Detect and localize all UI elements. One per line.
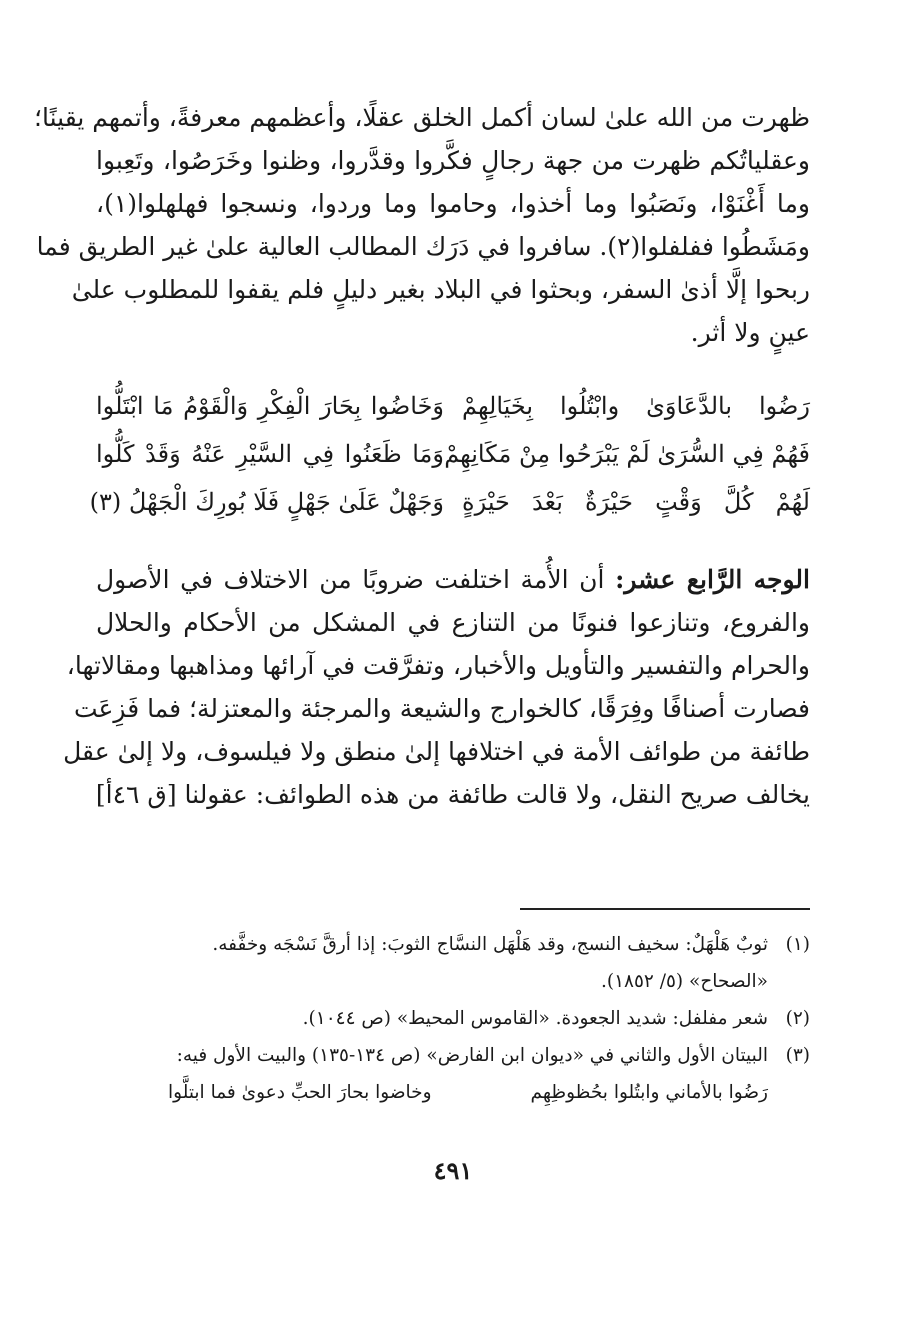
paragraph-1	[34, 96, 810, 354]
footnotes	[96, 926, 810, 1111]
footnote-3	[96, 1037, 810, 1074]
paragraph-2-line: والحرام والتفسير والتأويل والأخبار، وتفرَّقت في آرائها ومذاهبها ومقالاتها،	[66, 651, 810, 680]
poem-hemistich-first: رَضُوا بالدَّعَاوَىٰ وابْتُلُوا بِخَيَالِهِمْ	[462, 392, 810, 420]
footnote-2	[96, 1000, 810, 1037]
paragraph-2-first-line	[96, 558, 810, 601]
paragraph-1-line: وعقلياتُكم ظهرت من جهة رجالٍ فكَّروا وقدَّروا، وظنوا وخَرَصُوا، وتَعِبوا	[96, 146, 810, 175]
footnote-verse-first: رَضُوا بالأماني وابتُلوا بحُظوظِهِم	[530, 1082, 768, 1103]
footnote-text: البيتان الأول والثاني في «ديوان ابن الفارض» (ص ١٣٤-١٣٥) والبيت الأول فيه:	[176, 1045, 768, 1066]
paragraph-2-first-line-text: أن الأُمة اختلفت ضروبًا من الاختلاف في الأصول	[96, 565, 616, 594]
section-heading: الوجه الرَّابع عشر:	[615, 565, 810, 594]
poem-hemistich-first: لَهُمْ كُلَّ وَقْتٍ حَيْرَةٌ بَعْدَ حَيْرَةٍ	[462, 488, 810, 516]
paragraph-2-line: يخالف صريح النقل، ولا قالت طائفة من هذه الطوائف: عقولنا [ق ٤٦أ]	[95, 780, 810, 809]
poem-hemistich-first: فَهُمْ فِي السُّرَىٰ لَمْ يَبْرَحُوا مِنْ مَكَانِهِمْ	[444, 440, 810, 468]
paragraph-1-line: وما أَغْنَوْا، ونَصَبُوا وما أخذوا، وحاموا وما وردوا، ونسجوا فهلهلوا(١)،	[96, 189, 810, 218]
poem-hemistich-second: وَخَاضُوا بِحَارَ الْفِكْرِ وَالْقَوْمُ مَا ابْتَلُّوا	[96, 392, 444, 420]
paragraph-1-line: عينٍ ولا أثر.	[690, 318, 810, 347]
footnote-number: (٢)	[785, 1008, 810, 1029]
poem-hemistich-second: وَمَا ظَعَنُوا فِي السَّيْرِ عَنْهُ وَقَدْ كَلُّوا	[96, 440, 444, 468]
footnote-1	[96, 926, 810, 1000]
footnote-number: (٣)	[785, 1045, 810, 1066]
footnote-verse	[168, 1074, 768, 1111]
paragraph-2-line: والفروع، وتنازعوا فنونًا من التنازع في المشكل من الأحكام والحلال	[96, 608, 810, 637]
footnote-separator	[520, 908, 810, 910]
poem-verse	[96, 430, 810, 478]
paragraph-1-line: ظهرت من الله علىٰ لسان أكمل الخلق عقلًا، وأعظمهم معرفةً، وأتمهم يقينًا؛	[34, 103, 810, 132]
poem-verse	[96, 382, 810, 430]
book-page	[34, 96, 810, 1216]
paragraph-1-line: ومَشَطُوا ففلفلوا(٢). سافروا في دَرَك المطالب العالية علىٰ غير الطريق فما	[36, 232, 810, 261]
footnote-number: (١)	[785, 934, 810, 955]
poem-verse	[89, 478, 810, 526]
footnote-text	[96, 926, 768, 1000]
poem-block	[89, 382, 810, 526]
footnote-text: شعر مفلفل: شديد الجعودة. «القاموس المحيط» (ص ١٠٤٤).	[302, 1008, 768, 1029]
footnote-text-continuation: «الصحاح» (٥/ ١٨٥٢).	[601, 971, 768, 992]
paragraph-1-line: ربحوا إلَّا أذىٰ السفر، وبحثوا في البلاد بغير دليلٍ فلم يقفوا للمطلوب علىٰ	[71, 275, 810, 304]
footnote-verse-second: وخاضوا بحارَ الحبِّ دعوىٰ فما ابتلَّوا	[168, 1082, 432, 1103]
paragraph-2-line: طائفة من طوائف الأمة في اختلافها إلىٰ منطق ولا فيلسوف، ولا إلىٰ عقل	[63, 737, 810, 766]
footnote-text-line: ثوبٌ هَلْهَلٌ: سخيف النسج، وقد هَلْهَل النسَّاج الثوبَ: إذا أرقَّ نَسْجَه وخفَّفه.	[212, 934, 768, 955]
poem-hemistich-second: وَجَهْلٌ عَلَىٰ جَهْلٍ فَلَا بُورِكَ الْجَهْلُ (٣)	[89, 488, 444, 516]
paragraph-2	[63, 558, 810, 816]
paragraph-2-line: فصارت أصنافًا وفِرَقًا، كالخوارج والشيعة والمرجئة والمعتزلة؛ فما فَزِعَت	[73, 694, 810, 723]
page-number: ٤٩١	[433, 1156, 473, 1185]
